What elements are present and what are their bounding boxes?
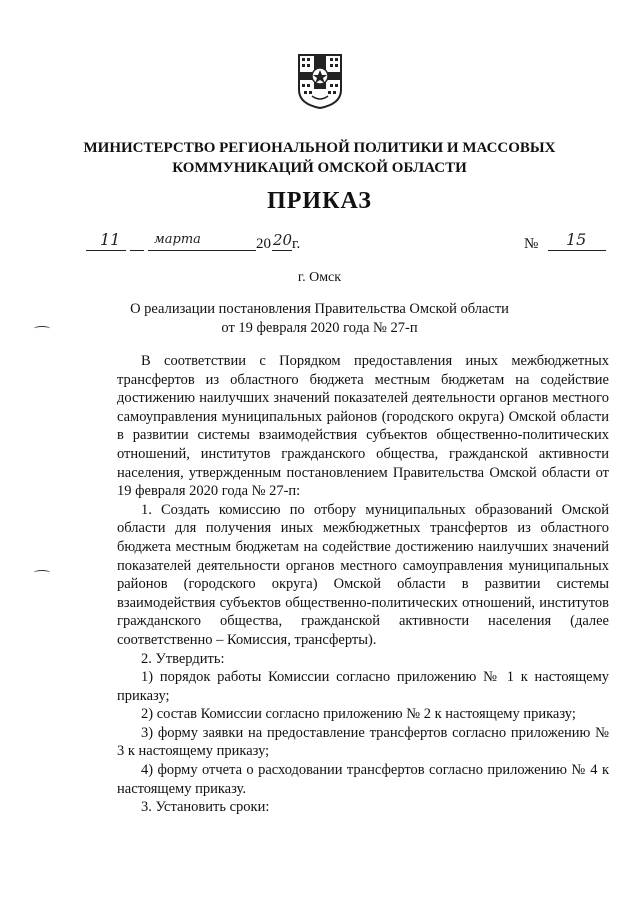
subject-line-1: О реализации постановления Правительства Омской области xyxy=(130,301,509,317)
margin-mark xyxy=(34,326,50,331)
date-month: марта xyxy=(154,232,201,247)
date-year-unit: г. xyxy=(292,236,301,252)
margin-mark xyxy=(34,570,50,575)
order-number xyxy=(524,230,614,256)
ministry-header xyxy=(0,138,639,178)
item-1-paragraph: 1. Создать комиссию по отбору муниципальных образований Омской области для получения иных межбюджетных трансфертов из областного бюджета местным бюджетам на содействие достижению наилучших значений показателей деятельности органов местного самоуправления муниципальных районов (городского округа) Омской области в развитии системы взаимодействия субъектов общественно-политических отношений, институтов гражданского общества, гражданской активности населения (далее соответственно – Комиссия, трансферты). xyxy=(117,501,609,648)
item-2-4-paragraph: 4) форму отчета о расходовании трансфертов согласно приложению № 4 к настоящему приказу. xyxy=(117,762,609,797)
order-subject xyxy=(0,300,639,338)
date-line xyxy=(86,230,316,256)
ministry-name-line-2: КОММУНИКАЦИЙ ОМСКОЙ ОБЛАСТИ xyxy=(172,160,467,176)
date-day-underline xyxy=(86,250,126,251)
number-sign: № xyxy=(524,236,539,252)
ministry-name-line-1: МИНИСТЕРСТВО РЕГИОНАЛЬНОЙ ПОЛИТИКИ И МАССОВЫХ xyxy=(83,140,556,156)
date-year-prefix: 20 xyxy=(256,236,271,252)
order-body xyxy=(117,352,609,817)
date-year-suffix: 20 xyxy=(273,231,293,249)
date-day: 11 xyxy=(100,230,121,249)
date-gap-underline xyxy=(130,250,144,251)
coat-of-arms-icon xyxy=(296,52,344,110)
item-3-paragraph: 3. Установить сроки: xyxy=(141,799,270,816)
document-title: ПРИКАЗ xyxy=(267,188,372,214)
date-month-underline xyxy=(148,250,256,251)
subject-line-2: от 19 февраля 2020 года № 27-п xyxy=(221,320,418,336)
item-2-3-paragraph: 3) форму заявки на предоставление трансфертов согласно приложению № 3 к настоящему приказу; xyxy=(117,724,609,760)
item-2-paragraph: 2. Утвердить: xyxy=(141,650,225,667)
item-2-2-paragraph: 2) состав Комиссии согласно приложению № 2 к настоящему приказу; xyxy=(141,706,576,723)
date-year-underline xyxy=(272,250,292,251)
number-value: 15 xyxy=(566,230,587,249)
intro-paragraph: В соответствии с Порядком предоставления иных межбюджетных трансфертов из областного бюджета местным бюджетам на содействие достижению наилучших значений показателей деятельности органов местного самоуправления муниципальных районов (городского округа) Омской области в развитии системы взаимодействия субъектов общественно-политических отношений, институтов гражданского общества, гражданской активности населения, утвержденным постановлением Правительства Омской области от 19 февраля 2020 года № 27-п: xyxy=(117,353,609,500)
number-underline xyxy=(548,250,606,251)
city: г. Омск xyxy=(297,270,342,285)
item-2-1-paragraph: 1) порядок работы Комиссии согласно приложению № 1 к настоящему приказу; xyxy=(117,669,609,704)
